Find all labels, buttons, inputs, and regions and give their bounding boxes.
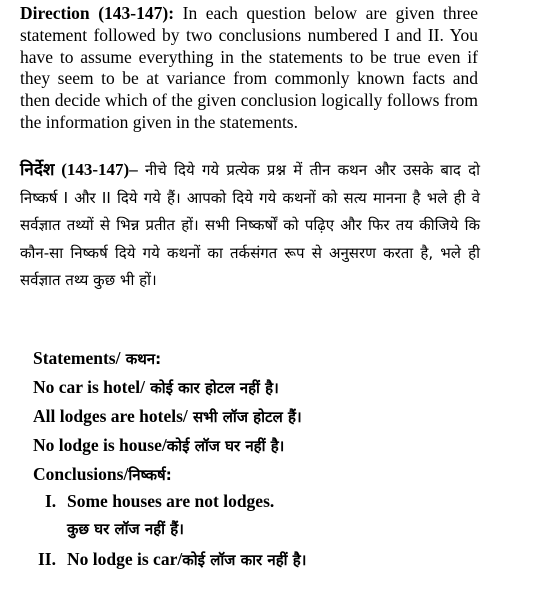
conclusion-2-english: No lodge is car/ xyxy=(67,549,183,569)
conclusion-1-english: Some houses are not lodges. xyxy=(67,491,275,511)
direction-english xyxy=(20,3,478,134)
direction-text: In each question below are given three statement followed by two conclusions numbered I and II. You have to assume everything in the statements to be true even if they seem to be at variance from commonly known facts and then decide which of the given conclusion logically follows from the information given in the statements. xyxy=(20,3,478,132)
conclusion-1-hindi: कुछ घर लॉज नहीं हैं। xyxy=(67,520,184,538)
statement-3: No lodge is house/कोई लॉज घर नहीं है। xyxy=(33,435,285,455)
direction-hindi xyxy=(20,156,480,295)
conclusion-2-number: II. xyxy=(38,549,56,569)
question-block xyxy=(33,344,533,574)
conclusions-heading: Conclusions/निष्कर्ष: xyxy=(33,464,172,484)
conclusion-1-number: I. xyxy=(45,491,57,511)
direction-hindi-label: निर्देश (143-147)– xyxy=(20,160,138,179)
conclusion-2-hindi: कोई लॉज कार नहीं है। xyxy=(182,551,307,569)
statement-1: No car is hotel/ कोई कार होटल नहीं है। xyxy=(33,377,279,397)
conclusion-2 xyxy=(33,545,533,574)
conclusion-1 xyxy=(33,489,533,513)
direction-hindi-text: नीचे दिये गये प्रत्येक प्रश्न में तीन कथन और उसके बाद दो निष्कर्ष I और II दिये गये हैं। आपको दिये गये कथनों को सत्य मानना है भले ही वे सर्वज्ञात तथ्यों से भिन्न प्रतीत हों। सभी निष्कर्षों को पढ़िए और फिर तय कीजिये कि कौन-सा निष्कर्ष दिये गये कथनों का तर्कसंगत रूप से अनुसरण करता है, भले ही सर्वज्ञात तथ्य कुछ भी हों। xyxy=(20,161,480,290)
direction-label: Direction (143-147): xyxy=(20,3,175,23)
statement-2: All lodges are hotels/ सभी लॉज होटल हैं। xyxy=(33,406,302,426)
statements-heading: Statements/ कथन: xyxy=(33,348,162,368)
